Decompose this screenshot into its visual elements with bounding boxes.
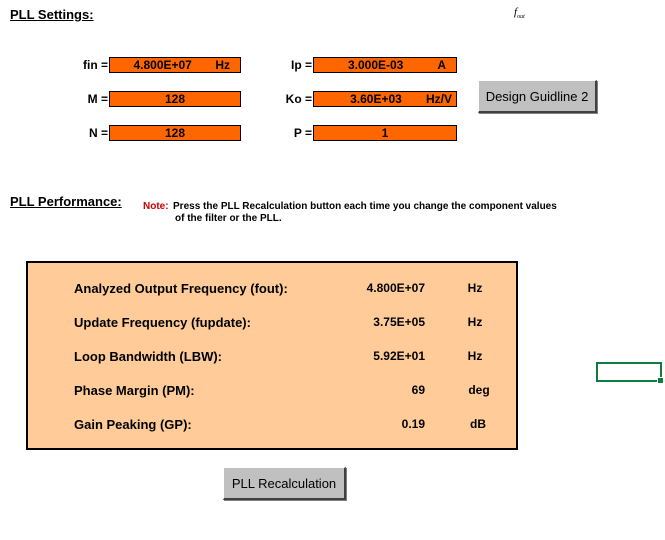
ip-label: Ip = <box>290 58 312 72</box>
design-guideline-button[interactable]: Design Guidline 2 <box>478 80 597 113</box>
m-label: M = <box>87 92 108 106</box>
result-row <box>74 314 251 332</box>
p-input[interactable] <box>313 125 457 141</box>
selected-cell[interactable] <box>596 362 662 382</box>
ko-label: Ko = <box>285 92 312 106</box>
fout-symbol-sub: out <box>517 14 525 21</box>
fout-result-label: Analyzed Output Frequency (fout): <box>74 281 288 296</box>
m-input[interactable] <box>109 91 241 107</box>
ip-input[interactable] <box>313 57 457 73</box>
result-row <box>74 382 195 400</box>
pll-performance-heading: PLL Performance: <box>10 194 122 209</box>
pll-recalculation-button[interactable]: PLL Recalculation <box>223 467 346 500</box>
fout-symbol-f: f <box>514 6 518 18</box>
fin-input[interactable] <box>109 57 241 73</box>
fupdate-result-value: 3.75E+05 <box>373 315 425 329</box>
result-row <box>74 416 192 434</box>
lbw-result-unit: Hz <box>467 349 483 363</box>
p-label: P = <box>293 126 312 140</box>
pll-settings-heading: PLL Settings: <box>10 7 94 22</box>
lbw-result-label: Loop Bandwidth (LBW): <box>74 349 223 364</box>
ko-value: 3.60E+03 <box>350 92 402 106</box>
fupdate-result-unit: Hz <box>467 315 483 329</box>
n-value: 128 <box>164 126 186 140</box>
fupdate-result-label: Update Frequency (fupdate): <box>74 315 251 330</box>
gp-result-unit: dB <box>470 417 486 431</box>
fin-unit: Hz <box>215 58 230 72</box>
lbw-result-value: 5.92E+01 <box>373 349 425 363</box>
ko-unit: Hz/V <box>425 92 452 106</box>
performance-results-box <box>26 261 518 450</box>
fin-value: 4.800E+07 <box>133 58 192 72</box>
m-value: 128 <box>164 92 186 106</box>
note-text-2: of the filter or the PLL. <box>175 213 282 224</box>
fill-handle[interactable] <box>657 377 664 384</box>
gp-result-label: Gain Peaking (GP): <box>74 417 192 432</box>
fout-symbol <box>514 6 525 20</box>
result-row <box>74 280 288 298</box>
ip-value: 3.000E-03 <box>347 58 404 72</box>
ko-input[interactable] <box>313 91 457 107</box>
note-line-1 <box>143 196 557 214</box>
result-row <box>74 348 222 366</box>
pm-result-label: Phase Margin (PM): <box>74 383 195 398</box>
fout-result-value: 4.800E+07 <box>366 281 425 295</box>
n-input[interactable] <box>109 125 241 141</box>
fout-result-unit: Hz <box>467 281 483 295</box>
gp-result-value: 0.19 <box>401 417 425 431</box>
fin-label: fin = <box>82 58 108 72</box>
ip-unit: A <box>437 58 446 72</box>
pm-result-unit: deg <box>468 383 490 397</box>
p-value: 1 <box>381 126 389 140</box>
pm-result-value: 69 <box>411 383 425 397</box>
note-key: Note: <box>143 201 169 212</box>
note-text-1: Press the PLL Recalculation button each time you change the component values <box>173 201 557 212</box>
n-label: N = <box>88 126 108 140</box>
